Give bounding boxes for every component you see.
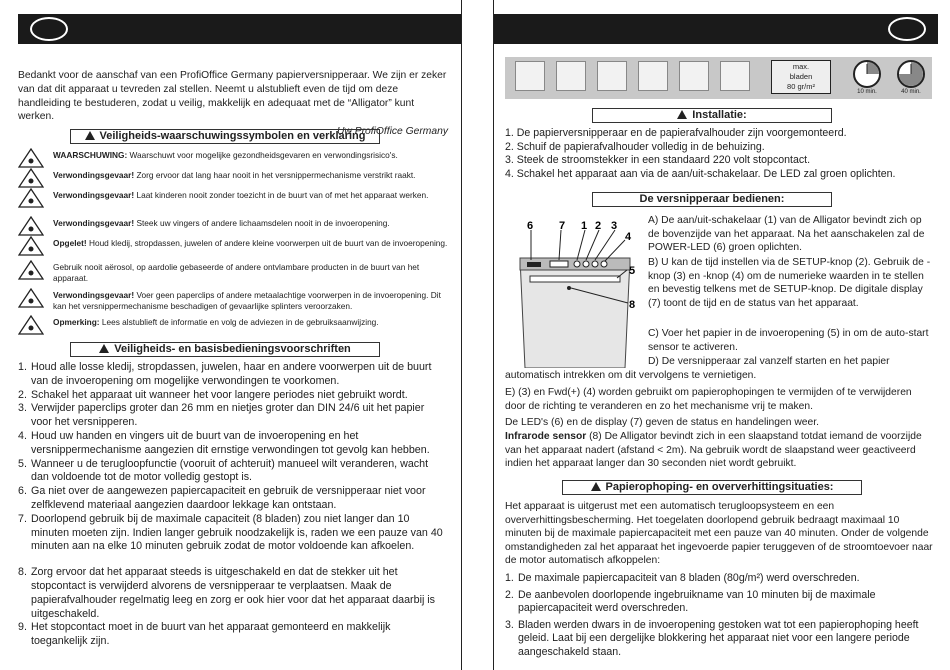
child-warning-icon [18, 188, 44, 208]
section-heading-symbols: Veiligheids-waarschuwingssymbolen en verklaring [70, 129, 380, 144]
symbol-text: Verwondingsgevaar! Voer geen paperclips of andere metaalachtige voorwerpen in de invoeropening. Dit kan het versnippermechanisme beschadigen of gevaarlijke splinters veroorzaken. [53, 290, 441, 311]
fig-label-3: 3 [611, 220, 618, 232]
safety-rules-list [18, 361, 448, 649]
infrared-label: Infrarode sensor [505, 431, 587, 442]
jam-item: 3. Bladen werden dwars in de invoeropening gestoken wat tot een papierophoping heeft geleid. Laat bij een dergelijke blokkering het apparaat niet voor een langere periode aangeschakeld staan. [505, 618, 919, 658]
necktie-warning-icon [515, 61, 545, 91]
symbol-label: Verwondingsgevaar! [53, 190, 135, 200]
child-warning-icon [556, 61, 586, 91]
warning-triangle-icon [677, 110, 687, 119]
fig-label-7: 7 [559, 220, 566, 232]
operate-D1: D) De versnipperaar zal vanzelf starten en het papier [648, 356, 890, 367]
symbol-label: Opmerking: [53, 317, 100, 327]
page-number-oval [30, 17, 68, 41]
jam-item: 1. De maximale papiercapaciteit van 8 bladen (80g/m²) werd overschreden. [505, 572, 860, 584]
section-heading-rules: Veiligheids- en basisbedieningsvoorschriften [70, 342, 380, 357]
clock-40-label: 40 min. [901, 89, 921, 95]
warning-triangle-icon [18, 148, 44, 168]
symbol-text: Opgelet! Houd kledij, stropdassen, juwelen of andere kleine voorwerpen uit de buurt van de invoeropening. [53, 238, 448, 248]
page-number-oval [888, 17, 926, 41]
symbol-text: WAARSCHUWING: Waarschuwt voor mogelijke gezondheidsgevaren en verwondingsrisico's. [53, 150, 398, 160]
clock-40-icon [897, 60, 925, 88]
signature: Uw ProfiOffice Germany [336, 126, 448, 138]
warning-icon-strip [505, 57, 932, 99]
warning-triangle-icon [85, 131, 95, 140]
page-header-bar [494, 14, 938, 44]
symbol-text: Gebruik nooit aërosol, op aardolie gebaseerde of andere ontvlambare producten in de buurt van het apparaat. [53, 262, 420, 283]
operate-C: C) Voer het papier in de invoeropening (5) in om de auto-start sensor te activeren. [648, 328, 929, 353]
rule-item: 1. Houd alle losse kledij, stropdassen, juwelen, haar en andere voorwerpen uit de buurt van de invoeropening om mogelijke verwondingen te voorkomen. [18, 361, 432, 387]
clock-10-label: 10 min. [857, 89, 877, 95]
page-header-bar [18, 14, 462, 44]
jam-intro: Het apparaat is uitgerust met een automatisch terugloopsysteem en een oververhittingsbescherming. Het toegelaten doorlopend gebruik bedraagt maximaal 10 minuten bij de maximale papiercapaciteit met een pauze van 40 minuten. Onder de volgende omstandigheden zal het apparaat het ingevoerde papier teruggeven of de stroomtoevoer naar de motor automatisch afkoppelen: [505, 501, 933, 566]
manual-info-icon [720, 61, 750, 91]
symbol-label: Verwondingsgevaar! [53, 170, 135, 180]
section-heading-install: Installatie: [592, 108, 832, 123]
manual-info-icon [18, 315, 44, 335]
led-note: De LED's (6) en de display (7) geven de status en handelingen weer. [505, 417, 819, 428]
necktie-warning-icon [18, 168, 44, 188]
section-heading-operate: De versnipperaar bedienen: [592, 192, 832, 207]
install-step: 1. De papierversnipperaar en de papierafvalhouder zijn voorgemonteerd. [505, 127, 847, 139]
rule-item: 6. Ga niet over de aangewezen papiercapaciteit en gebruik de versnipperaar niet voor zelfklevend materiaal aangezien daardoor lekkage kan ontstaan. [18, 485, 426, 511]
rule-item: 4. Houd uw handen en vingers uit de buurt van de invoeropening en het versnippermechanisme aangezien dit ernstige verwondingen tot gevolg kan hebben. [18, 429, 430, 456]
fig-label-5: 5 [629, 265, 636, 277]
max-sheets-box: max. bladen 80 gr/m² [771, 60, 831, 94]
operate-B: B) U kan de tijd instellen via de SETUP-knop (2). Gebruik de - knop (3) en -knop (4) om de numerieke waarden in te stellen en bevestig telkens met de SETUP-knop. De digitale display (7) toont de tijd en de status van het apparaat. [648, 257, 931, 309]
operate-D2: automatisch intrekken om dit vervolgens te vernietigen. [505, 370, 757, 381]
install-step: 3. Steek de stroomstekker in een standaard 220 volt stopcontact. [505, 154, 811, 166]
rule-item: 9. Het stopcontact moet in de buurt van het apparaat gemonteerd en makkelijk toegankelijk zijn. [18, 621, 391, 648]
install-step: 4. Schakel het apparaat aan via de aan/uit-schakelaar. De LED zal groen oplichten. [505, 167, 896, 180]
warning-triangle-icon [99, 344, 109, 353]
page-edge [493, 0, 494, 670]
clothing-warning-icon [18, 236, 44, 256]
hand-warning-icon [18, 216, 44, 236]
fig-label-8: 8 [629, 299, 636, 311]
operate-A: A) De aan/uit-schakelaar (1) van de Alligator bevindt zich op de bovenzijde van het apparaat. Na het aanschakelen zal de POWER-LED (6) groen oplichten. [648, 215, 925, 253]
install-step: 2. Schuif de papierafvalhouder volledig in de behuizing. [505, 140, 765, 153]
symbol-label: Opgelet! [53, 238, 87, 248]
left-page [0, 0, 462, 670]
page-edge [461, 0, 462, 670]
symbol-text: Verwondingsgevaar! Zorg ervoor dat lang haar nooit in het versnippermechanisme verstrikt raakt. [53, 170, 416, 180]
jam-item: 2. De aanbevolen doorlopende ingebruikname van 10 minuten bij de maximale papiercapaciteit werd overschreden. [505, 588, 876, 614]
symbol-label: WAARSCHUWING: [53, 150, 128, 160]
shredder-diagram [505, 218, 645, 368]
infrared-note [505, 430, 935, 471]
fig-label-1: 1 [581, 220, 588, 232]
paperclip-warning-icon [18, 288, 44, 308]
clock-10-icon [853, 60, 881, 88]
section-heading-jam: Papierophoping- en oververhittingsituaties: [562, 480, 862, 495]
intro-text: Bedankt voor de aanschaf van een ProfiOffice Germany papierversnipperaar. We zijn er zeker van dat dit apparaat u tevreden zal stellen. Neemt u alstublieft even de tijd om deze handleiding te bestuderen, zodat u veilig, makkelijk en adequaat met de “Alligator” kunt werken. [18, 70, 447, 123]
rule-item: 5. Wanneer u de terugloopfunctie (vooruit of achteruit) manueel wilt veranderen, wacht dan voldoende tot de motor volledig gestopt is. [18, 457, 429, 484]
warning-triangle-icon [591, 482, 601, 491]
rule-item: 3. Verwijder paperclips groter dan 26 mm en nietjes groter dan DIN 24/6 uit het papier voor het versnipperen. [18, 402, 425, 429]
rule-item: 8. Zorg ervoor dat het apparaat steeds is uitgeschakeld en dat de stekker uit het stopcontact is verwijderd alvorens de versnipperaar te verplaatsen. Maak de papierafvalhouder regelmatig leeg en zorg er ook hier voor dat het apparaat daarbij is uitgeschakeld. [18, 566, 436, 620]
jam-list [505, 572, 935, 662]
symbol-label: Verwondingsgevaar! [53, 218, 135, 228]
fig-label-2: 2 [595, 220, 602, 232]
aerosol-warning-icon [638, 61, 668, 91]
aerosol-warning-icon [18, 260, 44, 280]
install-steps [505, 127, 935, 181]
hand-warning-icon [597, 61, 627, 91]
operate-E: E) (3) en Fwd(+) (4) worden gebruikt om papierophopingen te vermijden of te verwijderen door de richting te veranderen en zo het mechanisme vrij te maken. [505, 387, 912, 412]
paperclip-warning-icon [679, 61, 709, 91]
fig-label-6: 6 [527, 220, 534, 232]
infrared-text: (8) De Alligator bevindt zich in een slaapstand totdat iemand de voorzijde van het apparaat nadert (afstand < 2m). Na gebruik wordt de slaapstand weer geactiveerd indien het apparaat langer dan 30 seconden niet wordt gebruikt. [505, 431, 922, 469]
fig-label-4: 4 [625, 231, 632, 243]
rule-item: 2. Schakel het apparaat uit wanneer het voor langere periodes niet gebruikt wordt. [18, 388, 408, 401]
rule-item: 7. Doorlopend gebruik bij de maximale capaciteit (8 bladen) zou niet langer dan 10 minuten moeten zijn. Indien langer gebruik noodzakelijk is, raden we een pauze van 40 minuten aan na elke 10 minuten gebruik zodat de motor voldoende kan afkoelen. [18, 512, 443, 553]
symbol-text: Opmerking: Lees alstublieft de informatie en volg de adviezen in de gebruiksaanwijzing. [53, 317, 379, 327]
symbol-text: Verwondingsgevaar! Laat kinderen nooit zonder toezicht in de buurt van of met het apparaat werken. [53, 190, 429, 200]
symbol-label: Verwondingsgevaar! [53, 290, 135, 300]
symbol-text: Verwondingsgevaar! Steek uw vingers of andere lichaamsdelen nooit in de invoeropening. [53, 218, 390, 228]
